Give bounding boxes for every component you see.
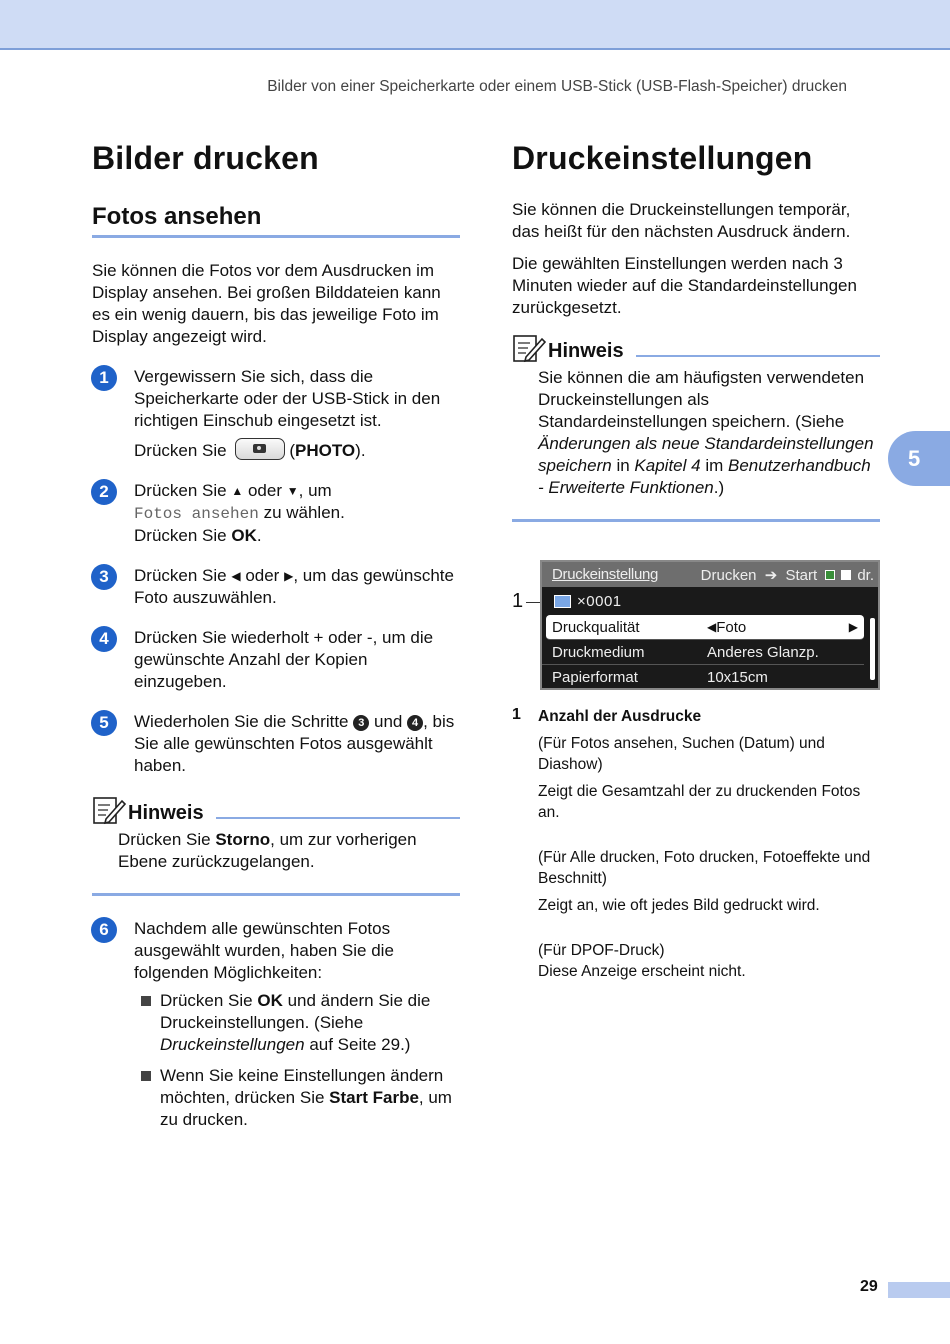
running-title: Bilder von einer Speicherkarte oder einem USB-Stick (USB-Flash-Speicher) drucken bbox=[267, 78, 847, 95]
photo-key-label: PHOTO bbox=[295, 441, 356, 460]
print-count: ×0001 bbox=[542, 587, 878, 615]
step-instruction: Drücken Sie (PHOTO). bbox=[134, 438, 460, 462]
section-title: Bilder drucken bbox=[92, 140, 319, 176]
lcd-header-hint: Drucken ➔ Start dr. bbox=[700, 566, 874, 584]
legend-context: (Für Alle drucken, Foto drucken, Fotoeffekte und Beschnitt) bbox=[538, 849, 871, 887]
lcd-screen bbox=[540, 560, 880, 690]
note-text: Drücken Sie Storno, um zur vorherigen Ebene zurückzugelangen. bbox=[118, 830, 417, 871]
triangle-left-icon: ◀ bbox=[707, 620, 717, 634]
legend-description: Diese Anzeige erscheint nicht. bbox=[538, 963, 746, 980]
legend-title: Anzahl der Ausdrucke bbox=[538, 708, 702, 725]
legend-context: (Für Fotos ansehen, Suchen (Datum) und Diashow) bbox=[538, 735, 825, 773]
step-text: Wiederholen Sie die Schritte 3 und 4 , bis Sie alle gewünschten Fotos ausgewählt haben. bbox=[134, 712, 455, 775]
step-ref-4: 4 bbox=[407, 715, 423, 731]
triangle-up-icon: ▲ bbox=[231, 484, 244, 498]
legend-description: Zeigt an, wie oft jedes Bild gedruckt wird. bbox=[538, 897, 820, 914]
step-2 bbox=[92, 480, 460, 547]
step-1 bbox=[92, 366, 460, 462]
intro-paragraph: Sie können die Fotos vor dem Ausdrucken im Display ansehen. Bei großen Bilddateien kann es ein wenig dauern, bis das jeweilige Foto im Display angezeigt wird. bbox=[92, 261, 441, 346]
step-number: 5 bbox=[91, 710, 117, 736]
page-number: 29 bbox=[860, 1278, 878, 1295]
list-item: Wenn Sie keine Einstellungen ändern möchten, drücken Sie Start Farbe, um zu drucken. bbox=[134, 1065, 460, 1131]
option-list bbox=[134, 990, 460, 1131]
legend-context: (Für DPOF-Druck) bbox=[538, 942, 665, 959]
step-text: Vergewissern Sie sich, dass die Speicherkarte oder der USB-Stick in den richtigen Einschub eingesetzt ist. bbox=[134, 367, 441, 430]
callout-number: 1 bbox=[512, 590, 524, 612]
paragraph: Die gewählten Einstellungen werden nach 3 Minuten wieder auf die Standardeinstellungen zurückgesetzt. bbox=[512, 254, 857, 317]
step-text: Drücken Sie wiederholt + oder -, um die gewünschte Anzahl der Kopien einzugeben. bbox=[134, 628, 434, 691]
note-box bbox=[92, 795, 460, 896]
note-title: Hinweis bbox=[128, 802, 204, 824]
header-band bbox=[0, 0, 950, 50]
subsection-title: Fotos ansehen bbox=[92, 203, 460, 238]
color-square-icon bbox=[825, 570, 835, 580]
note-text: Sie können die am häufigsten verwendeten Druckeinstellungen als Standardeinstellungen speichern. (Siehe Änderungen als neue Standardeinstellungen speichern in Kapitel 4 im Benutzerhandbuch - Erweiterte Funktionen.) bbox=[538, 368, 874, 497]
page-number-bar bbox=[888, 1282, 950, 1298]
step-number: 1 bbox=[91, 365, 117, 391]
legend-number: 1 bbox=[512, 706, 521, 723]
cross-reference[interactable]: Änderungen als neue Standardeinstellungen speichern bbox=[538, 434, 874, 475]
step-text: Drücken Sie ◀ oder ▶, um das gewünschte Foto auszuwählen. bbox=[134, 566, 454, 607]
step-ref-3: 3 bbox=[353, 715, 369, 731]
legend bbox=[512, 706, 880, 982]
chapter-tab: 5 bbox=[888, 431, 950, 486]
list-item: Drücken Sie OK und ändern Sie die Druckeinstellungen. (Siehe Druckeinstellungen auf Seite 29.) bbox=[134, 990, 460, 1056]
step-text: Nachdem alle gewünschten Fotos ausgewählt wurden, haben Sie die folgenden Möglichkeiten: bbox=[134, 919, 394, 982]
cross-reference[interactable]: Druckeinstellungen bbox=[160, 1035, 305, 1054]
lcd-illustration bbox=[512, 560, 880, 688]
step-number: 3 bbox=[91, 564, 117, 590]
pencil-note-icon bbox=[92, 795, 126, 825]
triangle-right-icon: ▶ bbox=[848, 620, 858, 634]
step-6 bbox=[92, 918, 460, 1131]
step-number: 6 bbox=[91, 917, 117, 943]
lcd-scrollbar[interactable] bbox=[870, 618, 875, 680]
triangle-right-icon: ▶ bbox=[284, 569, 294, 583]
lcd-row-print-media[interactable]: Druckmedium Anderes Glanzp. bbox=[542, 640, 864, 665]
arrow-icon: ➔ bbox=[764, 566, 778, 584]
step-4 bbox=[92, 627, 460, 693]
note-title: Hinweis bbox=[548, 340, 624, 362]
paragraph: Sie können die Druckeinstellungen temporär, das heißt für den nächsten Ausdruck ändern. bbox=[512, 200, 851, 241]
lcd-header-title: Druckeinstellung bbox=[552, 566, 659, 583]
step-number: 2 bbox=[91, 479, 117, 505]
right-column bbox=[512, 140, 880, 988]
camera-icon bbox=[235, 438, 285, 460]
white-square-icon bbox=[841, 570, 851, 580]
note-box bbox=[512, 333, 880, 522]
step-text: Drücken Sie ▲ oder ▼, um Fotos ansehen zu wählen. Drücken Sie OK. bbox=[134, 481, 345, 545]
pencil-note-icon bbox=[512, 333, 546, 363]
note-rule bbox=[636, 355, 880, 357]
left-column bbox=[92, 140, 460, 1149]
triangle-left-icon: ◀ bbox=[231, 569, 241, 583]
step-3 bbox=[92, 565, 460, 609]
step-number: 4 bbox=[91, 626, 117, 652]
section-title: Druckeinstellungen bbox=[512, 140, 813, 176]
note-rule bbox=[216, 817, 460, 819]
triangle-down-icon: ▼ bbox=[286, 484, 299, 498]
legend-description: Zeigt die Gesamtzahl der zu druckenden Fotos an. bbox=[538, 783, 861, 821]
lcd-header bbox=[542, 562, 878, 587]
lcd-option: Fotos ansehen bbox=[134, 505, 259, 523]
step-5 bbox=[92, 711, 460, 777]
print-count-icon bbox=[554, 595, 571, 608]
lcd-row-print-quality[interactable]: Druckqualität ◀ Foto ▶ bbox=[546, 615, 864, 640]
lcd-row-paper-size[interactable]: Papierformat 10x15cm bbox=[552, 668, 768, 686]
